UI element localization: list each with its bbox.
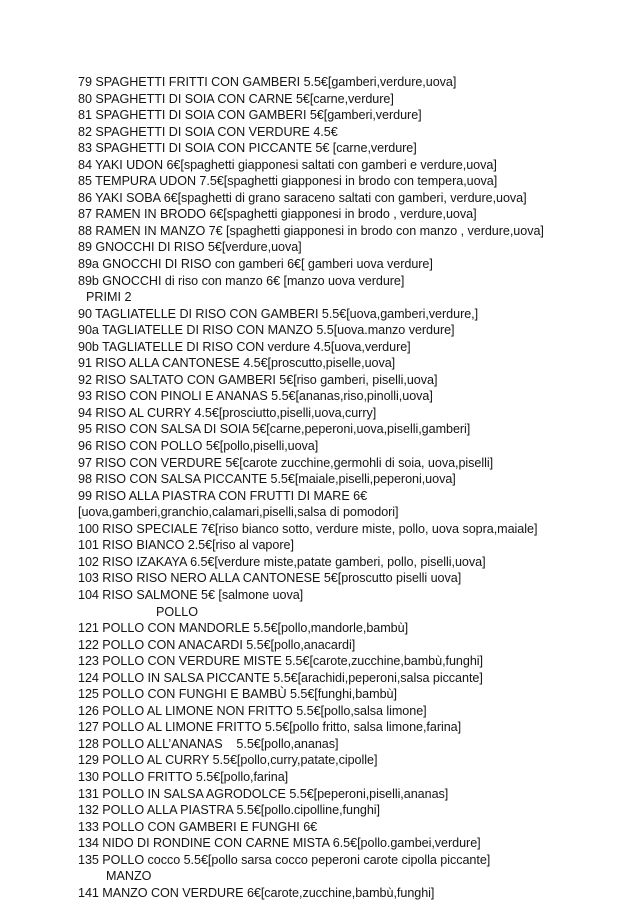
menu-item-line: 85 TEMPURA UDON 7.5€[spaghetti giapponesi in brodo con tempera,uova]: [78, 174, 498, 189]
menu-item-line: 95 RISO CON SALSA DI SOIA 5€[carne,peperoni,uova,piselli,gamberi]: [78, 422, 471, 437]
menu-item-line: 88 RAMEN IN MANZO 7€ [spaghetti giapponesi in brodo con manzo , verdure,uova]: [78, 223, 544, 238]
menu-item-line: 90a TAGLIATELLE DI RISO CON MANZO 5.5[uova.manzo verdure]: [78, 323, 455, 338]
menu-item-line: 89a GNOCCHI DI RISO con gamberi 6€[ gamberi uova verdure]: [78, 257, 433, 272]
menu-item-line: 82 SPAGHETTI DI SOIA CON VERDURE 4.5€: [78, 124, 338, 139]
menu-item-line: 130 POLLO FRITTO 5.5€[pollo,farina]: [78, 769, 289, 784]
menu-item-line: 99 RISO ALLA PIASTRA CON FRUTTI DI MARE 6€: [78, 488, 368, 503]
menu-item-line: 102 RISO IZAKAYA 6.5€[verdure miste,patate gamberi, pollo, piselli,uova]: [78, 554, 486, 569]
menu-item-line: 129 POLLO AL CURRY 5.5€[pollo,curry,patate,cipolle]: [78, 753, 378, 768]
menu-item-line: 103 RISO RISO NERO ALLA CANTONESE 5€[proscutto piselli uova]: [78, 571, 462, 586]
menu-item-line: 84 YAKI UDON 6€[spaghetti giapponesi saltati con gamberi e verdure,uova]: [78, 157, 497, 172]
menu-item-line: 125 POLLO CON FUNGHI E BAMBÙ 5.5€[funghi,bambù]: [78, 687, 397, 702]
menu-item-line: 87 RAMEN IN BRODO 6€[spaghetti giapponesi in brodo , verdure,uova]: [78, 207, 477, 222]
menu-item-line: 93 RISO CON PINOLI E ANANAS 5.5€[ananas,riso,pinolli,uova]: [78, 389, 433, 404]
menu-item-line: 91 RISO ALLA CANTONESE 4.5€[proscutto,piselle,uova]: [78, 356, 396, 371]
menu-item-line: 121 POLLO CON MANDORLE 5.5€[pollo,mandorle,bambù]: [78, 621, 409, 636]
menu-item-line: 83 SPAGHETTI DI SOIA CON PICCANTE 5€ [carne,verdure]: [78, 141, 417, 156]
menu-item-line: 94 RISO AL CURRY 4.5€[prosciutto,piselli,uova,curry]: [78, 405, 377, 420]
menu-item-line: 124 POLLO IN SALSA PICCANTE 5.5€[arachidi,peperoni,salsa piccante]: [78, 670, 483, 685]
menu-item-list: [78, 74, 630, 901]
menu-item-line: 104 RISO SALMONE 5€ [salmone uova]: [78, 587, 304, 602]
menu-item-continuation: [uova,gamberi,granchio,calamari,piselli,salsa di pomodori]: [78, 505, 399, 520]
menu-item-line: 128 POLLO ALL’ANANAS 5.5€[pollo,ananas]: [78, 736, 339, 751]
menu-item-line: 141 MANZO CON VERDURE 6€[carote,zucchine,bambù,funghi]: [78, 885, 435, 900]
menu-item-line: 134 NIDO DI RONDINE CON CARNE MISTA 6.5€[pollo.gambei,verdure]: [78, 836, 481, 851]
menu-item-line: 90 TAGLIATELLE DI RISO CON GAMBERI 5.5€[uova,gamberi,verdure,]: [78, 306, 479, 321]
menu-item-line: 122 POLLO CON ANACARDI 5.5€[pollo,anacardi]: [78, 637, 356, 652]
menu-item-line: 79 SPAGHETTI FRITTI CON GAMBERI 5.5€[gamberi,verdure,uova]: [78, 75, 457, 89]
menu-item-line: 126 POLLO AL LIMONE NON FRITTO 5.5€[pollo,salsa limone]: [78, 703, 427, 718]
menu-item-line: 100 RISO SPECIALE 7€[riso bianco sotto, verdure miste, pollo, uova sopra,maiale]: [78, 521, 538, 536]
menu-item-line: 98 RISO CON SALSA PICCANTE 5.5€[maiale,piselli,peperoni,uova]: [78, 472, 456, 487]
menu-item-line: 92 RISO SALTATO CON GAMBERI 5€[riso gamberi, piselli,uova]: [78, 372, 438, 387]
menu-item-line: 89b GNOCCHI di riso con manzo 6€ [manzo uova verdure]: [78, 273, 405, 288]
menu-section-heading: POLLO: [156, 604, 198, 619]
menu-item-line: 80 SPAGHETTI DI SOIA CON CARNE 5€[carne,verdure]: [78, 91, 394, 106]
menu-item-line: 133 POLLO CON GAMBERI E FUNGHI 6€: [78, 819, 318, 834]
menu-item-line: 81 SPAGHETTI DI SOIA CON GAMBERI 5€[gamberi,verdure]: [78, 108, 422, 123]
menu-item-line: 131 POLLO IN SALSA AGRODOLCE 5.5€[peperoni,piselli,ananas]: [78, 786, 449, 801]
menu-section-heading: MANZO: [106, 869, 152, 884]
menu-item-line: 89 GNOCCHI DI RISO 5€[verdure,uova]: [78, 240, 302, 255]
menu-item-line: 90b TAGLIATELLE DI RISO CON verdure 4.5[uova,verdure]: [78, 339, 411, 354]
menu-item-line: 135 POLLO cocco 5.5€[pollo sarsa cocco peperoni carote cipolla piccante]: [78, 852, 491, 867]
menu-item-line: 132 POLLO ALLA PIASTRA 5.5€[pollo.cipolline,funghi]: [78, 803, 380, 818]
menu-item-line: 127 POLLO AL LIMONE FRITTO 5.5€[pollo fritto, salsa limone,farina]: [78, 720, 462, 735]
menu-item-line: 97 RISO CON VERDURE 5€[carote zucchine,germohli di soia, uova,piselli]: [78, 455, 494, 470]
menu-section-heading: PRIMI 2: [86, 290, 132, 305]
menu-item-line: 86 YAKI SOBA 6€[spaghetti di grano saraceno saltati con gamberi, verdure,uova]: [78, 190, 527, 205]
menu-item-line: 123 POLLO CON VERDURE MISTE 5.5€[carote,zucchine,bambù,funghi]: [78, 654, 483, 669]
menu-item-line: 101 RISO BIANCO 2.5€[riso al vapore]: [78, 538, 294, 553]
menu-item-line: 96 RISO CON POLLO 5€[pollo,piselli,uova]: [78, 439, 319, 454]
